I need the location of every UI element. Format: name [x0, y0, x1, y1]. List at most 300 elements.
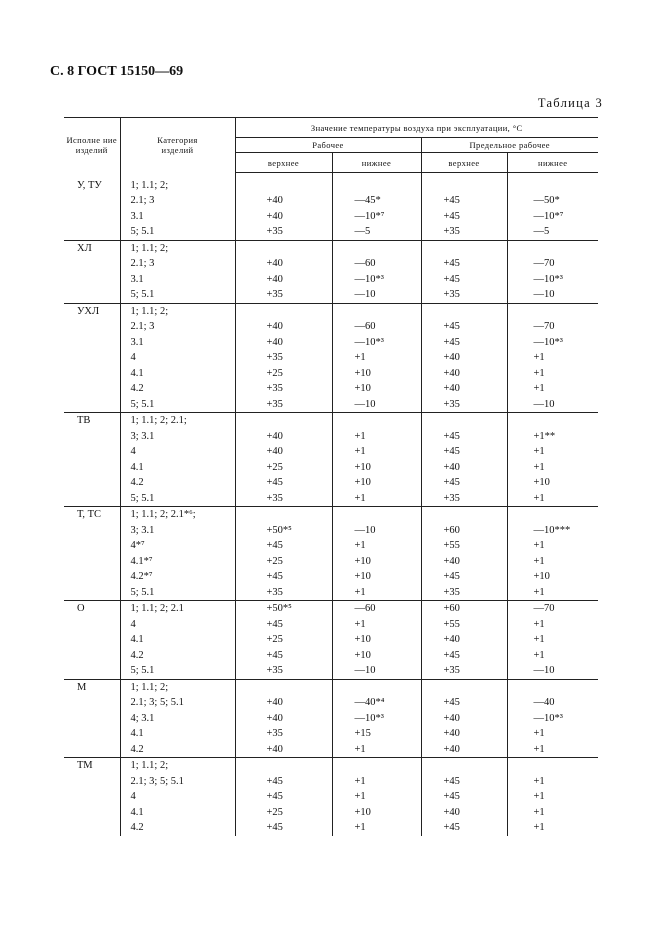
- working-lower-cell: —60: [332, 601, 421, 617]
- execution-cell-empty: [64, 491, 120, 507]
- execution-cell-empty: [64, 569, 120, 585]
- execution-cell-empty: [64, 742, 120, 758]
- working-upper-cell: +45: [235, 820, 332, 836]
- limit-lower-cell: +1: [507, 538, 598, 554]
- working-lower-cell: +1: [332, 774, 421, 790]
- category-cell: 3; 3.1: [120, 523, 235, 539]
- limit-upper-cell: [421, 178, 507, 194]
- category-cell: 4: [120, 444, 235, 460]
- working-lower-cell: +1: [332, 789, 421, 805]
- working-lower-cell: +1: [332, 820, 421, 836]
- working-lower-cell: [332, 679, 421, 695]
- working-upper-cell: +35: [235, 224, 332, 240]
- limit-upper-cell: [421, 413, 507, 429]
- working-lower-cell: [332, 303, 421, 319]
- execution-cell-empty: [64, 193, 120, 209]
- limit-upper-cell: +35: [421, 491, 507, 507]
- category-cell: 1; 1.1; 2;: [120, 758, 235, 774]
- limit-lower-cell: +1: [507, 648, 598, 664]
- category-cell: 1; 1.1; 2;: [120, 240, 235, 256]
- working-lower-cell: +10: [332, 805, 421, 821]
- execution-cell-empty: [64, 695, 120, 711]
- limit-upper-cell: +45: [421, 648, 507, 664]
- working-upper-cell: +45: [235, 617, 332, 633]
- working-lower-cell: [332, 758, 421, 774]
- limit-upper-cell: +35: [421, 397, 507, 413]
- working-upper-cell: [235, 240, 332, 256]
- working-upper-cell: +40: [235, 429, 332, 445]
- category-cell: 4*⁷: [120, 538, 235, 554]
- working-lower-cell: +10: [332, 554, 421, 570]
- limit-lower-cell: —70: [507, 601, 598, 617]
- working-lower-cell: +10: [332, 460, 421, 476]
- working-upper-cell: +40: [235, 256, 332, 272]
- category-cell: 2.1; 3; 5; 5.1: [120, 695, 235, 711]
- working-upper-cell: +45: [235, 538, 332, 554]
- execution-cell-empty: [64, 554, 120, 570]
- limit-upper-cell: +35: [421, 287, 507, 303]
- execution-cell-empty: [64, 444, 120, 460]
- limit-upper-cell: +40: [421, 726, 507, 742]
- working-lower-cell: [332, 240, 421, 256]
- category-cell: 4.1: [120, 726, 235, 742]
- working-upper-cell: [235, 507, 332, 523]
- table-number: Таблица 3: [537, 96, 603, 110]
- execution-cell-empty: [64, 648, 120, 664]
- limit-lower-cell: [507, 303, 598, 319]
- limit-upper-cell: [421, 758, 507, 774]
- table-row: [64, 240, 598, 256]
- category-cell: 3.1: [120, 335, 235, 351]
- limit-upper-cell: +40: [421, 366, 507, 382]
- header-working-upper: верхнее: [235, 153, 332, 173]
- working-lower-cell: —60: [332, 319, 421, 335]
- working-upper-cell: [235, 303, 332, 319]
- category-cell: 1; 1.1; 2;: [120, 178, 235, 194]
- execution-cell: Т, ТС: [64, 507, 120, 523]
- limit-lower-cell: +1**: [507, 429, 598, 445]
- category-cell: 4.2*⁷: [120, 569, 235, 585]
- category-cell: 2.1; 3: [120, 193, 235, 209]
- working-upper-cell: +40: [235, 193, 332, 209]
- working-upper-cell: +35: [235, 663, 332, 679]
- limit-upper-cell: +35: [421, 663, 507, 679]
- working-lower-cell: +10: [332, 648, 421, 664]
- category-cell: 4.1*⁷: [120, 554, 235, 570]
- execution-cell-empty: [64, 805, 120, 821]
- execution-cell: ТВ: [64, 413, 120, 429]
- working-lower-cell: —10*⁷: [332, 209, 421, 225]
- working-lower-cell: —10: [332, 663, 421, 679]
- limit-upper-cell: +45: [421, 569, 507, 585]
- table-row: [64, 585, 598, 601]
- working-upper-cell: +25: [235, 366, 332, 382]
- working-upper-cell: +40: [235, 695, 332, 711]
- execution-cell-empty: [64, 523, 120, 539]
- category-cell: 4: [120, 789, 235, 805]
- table-row: [64, 507, 598, 523]
- execution-cell-empty: [64, 381, 120, 397]
- category-cell: 1; 1.1; 2;: [120, 303, 235, 319]
- header-limit-lower: нижнее: [507, 153, 598, 173]
- limit-lower-cell: +1: [507, 381, 598, 397]
- limit-upper-cell: +45: [421, 820, 507, 836]
- table-row: [64, 319, 598, 335]
- table-row: [64, 554, 598, 570]
- execution-cell-empty: [64, 774, 120, 790]
- category-cell: 4.1: [120, 460, 235, 476]
- table-row: [64, 711, 598, 727]
- limit-upper-cell: +45: [421, 335, 507, 351]
- execution-cell-empty: [64, 585, 120, 601]
- limit-lower-cell: +1: [507, 617, 598, 633]
- limit-lower-cell: —70: [507, 319, 598, 335]
- execution-cell-empty: [64, 209, 120, 225]
- limit-lower-cell: +1: [507, 632, 598, 648]
- temperature-table: [64, 117, 598, 836]
- table-row: [64, 617, 598, 633]
- working-lower-cell: [332, 178, 421, 194]
- working-upper-cell: +40: [235, 742, 332, 758]
- limit-upper-cell: +55: [421, 538, 507, 554]
- limit-upper-cell: +60: [421, 523, 507, 539]
- working-upper-cell: +50*⁵: [235, 601, 332, 617]
- limit-upper-cell: +45: [421, 319, 507, 335]
- working-lower-cell: +1: [332, 429, 421, 445]
- limit-lower-cell: —40: [507, 695, 598, 711]
- limit-lower-cell: [507, 507, 598, 523]
- table-row: [64, 256, 598, 272]
- limit-upper-cell: +55: [421, 617, 507, 633]
- category-cell: 4.1: [120, 805, 235, 821]
- table-row: [64, 789, 598, 805]
- working-upper-cell: [235, 758, 332, 774]
- working-lower-cell: —10: [332, 287, 421, 303]
- limit-lower-cell: +1: [507, 774, 598, 790]
- working-lower-cell: —10*³: [332, 335, 421, 351]
- limit-lower-cell: +1: [507, 460, 598, 476]
- table-row: [64, 413, 598, 429]
- limit-upper-cell: [421, 240, 507, 256]
- table-row: [64, 726, 598, 742]
- execution-cell-empty: [64, 632, 120, 648]
- category-cell: 4.2: [120, 648, 235, 664]
- working-lower-cell: +1: [332, 538, 421, 554]
- working-lower-cell: —10*³: [332, 711, 421, 727]
- category-cell: 5; 5.1: [120, 491, 235, 507]
- table-row: [64, 820, 598, 836]
- limit-upper-cell: +40: [421, 711, 507, 727]
- execution-cell: ХЛ: [64, 240, 120, 256]
- limit-upper-cell: +45: [421, 695, 507, 711]
- working-upper-cell: +40: [235, 319, 332, 335]
- execution-cell-empty: [64, 663, 120, 679]
- limit-lower-cell: +1: [507, 554, 598, 570]
- working-upper-cell: [235, 679, 332, 695]
- working-upper-cell: +40: [235, 711, 332, 727]
- execution-cell-empty: [64, 711, 120, 727]
- limit-upper-cell: +45: [421, 444, 507, 460]
- header-limit-upper: верхнее: [421, 153, 507, 173]
- category-cell: 4; 3.1: [120, 711, 235, 727]
- limit-upper-cell: [421, 507, 507, 523]
- header-value-title: Значение температуры воздуха при эксплуатации, °С: [235, 118, 598, 138]
- table-row: [64, 193, 598, 209]
- category-cell: 4.1: [120, 366, 235, 382]
- header-category: Категория изделий: [120, 118, 235, 173]
- page-header: С. 8 ГОСТ 15150—69: [50, 64, 184, 79]
- working-upper-cell: +25: [235, 805, 332, 821]
- limit-upper-cell: +45: [421, 193, 507, 209]
- category-cell: 3.1: [120, 272, 235, 288]
- execution-cell-empty: [64, 397, 120, 413]
- limit-lower-cell: —70: [507, 256, 598, 272]
- execution-cell-empty: [64, 224, 120, 240]
- category-cell: 1; 1.1; 2; 2.1;: [120, 413, 235, 429]
- category-cell: 4: [120, 350, 235, 366]
- limit-upper-cell: +45: [421, 789, 507, 805]
- execution-cell: О: [64, 601, 120, 617]
- limit-upper-cell: [421, 303, 507, 319]
- working-lower-cell: +10: [332, 381, 421, 397]
- limit-lower-cell: +10: [507, 569, 598, 585]
- category-cell: 5; 5.1: [120, 224, 235, 240]
- category-cell: 4.2: [120, 820, 235, 836]
- working-upper-cell: +45: [235, 648, 332, 664]
- limit-lower-cell: [507, 413, 598, 429]
- limit-lower-cell: +1: [507, 585, 598, 601]
- working-upper-cell: +45: [235, 569, 332, 585]
- limit-lower-cell: +1: [507, 491, 598, 507]
- category-cell: 4.1: [120, 632, 235, 648]
- working-upper-cell: +40: [235, 444, 332, 460]
- limit-lower-cell: —10: [507, 397, 598, 413]
- working-upper-cell: +45: [235, 475, 332, 491]
- category-cell: 1; 1.1; 2;: [120, 679, 235, 695]
- header-working-lower: нижнее: [332, 153, 421, 173]
- working-upper-cell: +35: [235, 287, 332, 303]
- limit-lower-cell: +10: [507, 475, 598, 491]
- table-row: [64, 523, 598, 539]
- execution-cell-empty: [64, 272, 120, 288]
- table-row: [64, 287, 598, 303]
- working-upper-cell: +25: [235, 554, 332, 570]
- working-upper-cell: +40: [235, 209, 332, 225]
- limit-lower-cell: [507, 758, 598, 774]
- category-cell: 1; 1.1; 2; 2.1*⁶;: [120, 507, 235, 523]
- working-upper-cell: +35: [235, 397, 332, 413]
- limit-upper-cell: [421, 679, 507, 695]
- working-lower-cell: +1: [332, 444, 421, 460]
- working-upper-cell: +25: [235, 460, 332, 476]
- table-row: [64, 538, 598, 554]
- table-row: [64, 695, 598, 711]
- working-lower-cell: —10*³: [332, 272, 421, 288]
- limit-lower-cell: [507, 679, 598, 695]
- limit-upper-cell: +40: [421, 554, 507, 570]
- working-lower-cell: +10: [332, 569, 421, 585]
- limit-lower-cell: +1: [507, 444, 598, 460]
- working-lower-cell: —10: [332, 523, 421, 539]
- limit-lower-cell: —10*⁷: [507, 209, 598, 225]
- working-upper-cell: [235, 413, 332, 429]
- working-upper-cell: +45: [235, 789, 332, 805]
- working-lower-cell: +1: [332, 350, 421, 366]
- limit-upper-cell: +40: [421, 742, 507, 758]
- working-upper-cell: +45: [235, 774, 332, 790]
- execution-cell-empty: [64, 287, 120, 303]
- working-lower-cell: +1: [332, 585, 421, 601]
- limit-lower-cell: [507, 178, 598, 194]
- execution-cell-empty: [64, 726, 120, 742]
- limit-upper-cell: +40: [421, 381, 507, 397]
- execution-cell-empty: [64, 820, 120, 836]
- limit-lower-cell: —10*³: [507, 335, 598, 351]
- table-row: [64, 366, 598, 382]
- working-upper-cell: +40: [235, 272, 332, 288]
- limit-upper-cell: +45: [421, 209, 507, 225]
- limit-lower-cell: —5: [507, 224, 598, 240]
- working-lower-cell: —5: [332, 224, 421, 240]
- working-upper-cell: +35: [235, 585, 332, 601]
- category-cell: 5; 5.1: [120, 287, 235, 303]
- working-lower-cell: —10: [332, 397, 421, 413]
- limit-upper-cell: +35: [421, 585, 507, 601]
- execution-cell: УХЛ: [64, 303, 120, 319]
- limit-lower-cell: +1: [507, 350, 598, 366]
- execution-cell-empty: [64, 538, 120, 554]
- limit-lower-cell: +1: [507, 366, 598, 382]
- table-row: [64, 335, 598, 351]
- header-execution: Исполне ние изделий: [64, 118, 120, 173]
- table-row: [64, 475, 598, 491]
- execution-cell-empty: [64, 366, 120, 382]
- execution-cell-empty: [64, 319, 120, 335]
- table-row: [64, 178, 598, 194]
- execution-cell-empty: [64, 335, 120, 351]
- execution-cell: М: [64, 679, 120, 695]
- working-upper-cell: +35: [235, 726, 332, 742]
- category-cell: 5; 5.1: [120, 397, 235, 413]
- table-row: [64, 444, 598, 460]
- category-cell: 3.1: [120, 209, 235, 225]
- limit-lower-cell: +1: [507, 726, 598, 742]
- limit-upper-cell: +40: [421, 460, 507, 476]
- execution-cell-empty: [64, 350, 120, 366]
- table-row: [64, 758, 598, 774]
- limit-upper-cell: +45: [421, 774, 507, 790]
- category-cell: 4.2: [120, 742, 235, 758]
- category-cell: 2.1; 3; 5; 5.1: [120, 774, 235, 790]
- working-lower-cell: [332, 507, 421, 523]
- limit-lower-cell: +1: [507, 742, 598, 758]
- limit-lower-cell: +1: [507, 789, 598, 805]
- limit-lower-cell: —50*: [507, 193, 598, 209]
- category-cell: 3; 3.1: [120, 429, 235, 445]
- table-row: [64, 460, 598, 476]
- execution-cell-empty: [64, 789, 120, 805]
- limit-lower-cell: —10***: [507, 523, 598, 539]
- limit-upper-cell: +45: [421, 429, 507, 445]
- working-lower-cell: +10: [332, 632, 421, 648]
- execution-cell-empty: [64, 256, 120, 272]
- working-upper-cell: +35: [235, 491, 332, 507]
- category-cell: 4.2: [120, 381, 235, 397]
- working-lower-cell: [332, 413, 421, 429]
- execution-cell-empty: [64, 429, 120, 445]
- working-upper-cell: +40: [235, 335, 332, 351]
- execution-cell-empty: [64, 475, 120, 491]
- working-lower-cell: +1: [332, 617, 421, 633]
- header-limit-working: Предельное рабочее: [421, 138, 598, 153]
- limit-upper-cell: +40: [421, 805, 507, 821]
- working-lower-cell: +1: [332, 491, 421, 507]
- table-row: [64, 397, 598, 413]
- table-row: [64, 429, 598, 445]
- table-row: [64, 381, 598, 397]
- table-row: [64, 350, 598, 366]
- working-upper-cell: +50*⁵: [235, 523, 332, 539]
- execution-cell-empty: [64, 617, 120, 633]
- category-cell: 2.1; 3: [120, 256, 235, 272]
- execution-cell-empty: [64, 460, 120, 476]
- working-lower-cell: +10: [332, 366, 421, 382]
- limit-upper-cell: +45: [421, 475, 507, 491]
- limit-upper-cell: +40: [421, 350, 507, 366]
- limit-lower-cell: —10: [507, 663, 598, 679]
- category-cell: 2.1; 3: [120, 319, 235, 335]
- table-row: [64, 679, 598, 695]
- table-row: [64, 742, 598, 758]
- working-lower-cell: —60: [332, 256, 421, 272]
- working-lower-cell: —40*⁴: [332, 695, 421, 711]
- table-row: [64, 632, 598, 648]
- working-upper-cell: +35: [235, 350, 332, 366]
- limit-lower-cell: +1: [507, 805, 598, 821]
- working-lower-cell: +15: [332, 726, 421, 742]
- limit-lower-cell: —10*³: [507, 272, 598, 288]
- table-row: [64, 303, 598, 319]
- table-row: [64, 663, 598, 679]
- category-cell: 4: [120, 617, 235, 633]
- table-row: [64, 774, 598, 790]
- limit-lower-cell: [507, 240, 598, 256]
- table-row: [64, 569, 598, 585]
- working-lower-cell: +1: [332, 742, 421, 758]
- table-row: [64, 601, 598, 617]
- working-upper-cell: +35: [235, 381, 332, 397]
- working-lower-cell: —45*: [332, 193, 421, 209]
- category-cell: 1; 1.1; 2; 2.1: [120, 601, 235, 617]
- table-row: [64, 224, 598, 240]
- table-row: [64, 805, 598, 821]
- header-working: Рабочее: [235, 138, 421, 153]
- limit-upper-cell: +40: [421, 632, 507, 648]
- limit-upper-cell: +45: [421, 272, 507, 288]
- execution-cell: ТМ: [64, 758, 120, 774]
- limit-upper-cell: +45: [421, 256, 507, 272]
- working-lower-cell: +10: [332, 475, 421, 491]
- execution-cell: У, ТУ: [77, 179, 102, 191]
- limit-upper-cell: +35: [421, 224, 507, 240]
- category-cell: 4.2: [120, 475, 235, 491]
- limit-lower-cell: —10: [507, 287, 598, 303]
- limit-lower-cell: —10*³: [507, 711, 598, 727]
- table-row: [64, 491, 598, 507]
- working-upper-cell: [235, 178, 332, 194]
- table-row: [64, 209, 598, 225]
- limit-lower-cell: +1: [507, 820, 598, 836]
